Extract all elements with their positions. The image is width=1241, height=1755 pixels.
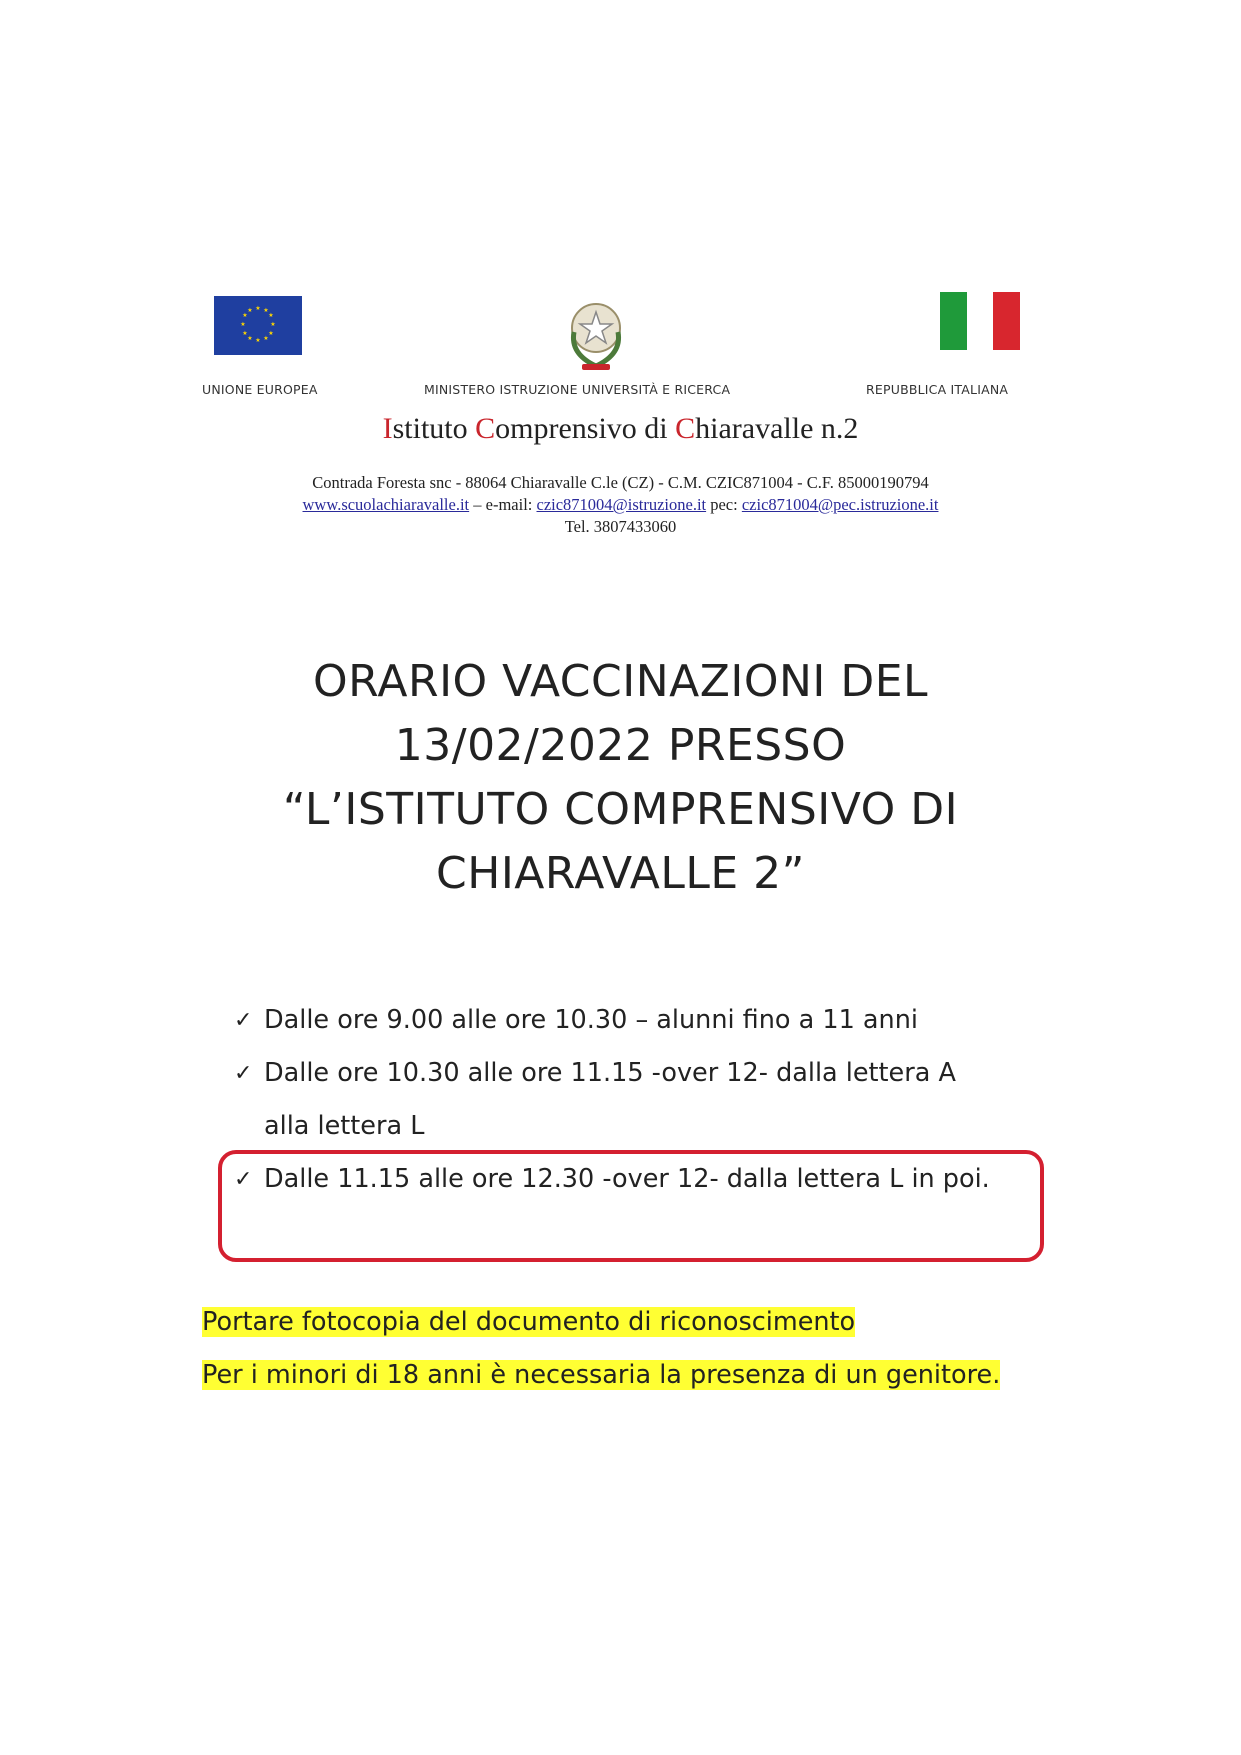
email-label: – e-mail: [473,495,533,514]
notice-block [202,1296,1102,1402]
list-item: ✓ Dalle 11.15 alle ore 12.30 -over 12- dalla lettera L in poi. [234,1153,1044,1206]
svg-text:★: ★ [242,312,248,319]
svg-text:★: ★ [263,335,269,342]
svg-text:★: ★ [255,337,261,344]
notice-line-1: Portare fotocopia del documento di riconoscimento [202,1307,856,1337]
italian-republic-emblem-icon [560,296,632,376]
notice-line-2: Per i minori di 18 anni è necessaria la presenza di un genitore. [202,1360,1001,1390]
address-block [0,472,1241,538]
svg-text:★: ★ [270,321,276,328]
eu-flag-icon [214,296,302,355]
check-icon: ✓ [234,1008,253,1033]
email-link[interactable]: czic871004@istruzione.it [536,495,707,514]
eu-caption: UNIONE EUROPEA [202,382,318,397]
contacts-line [0,494,1241,516]
svg-text:★: ★ [268,330,274,337]
pec-link[interactable]: czic871004@pec.istruzione.it [741,495,939,514]
svg-text:★: ★ [255,305,261,312]
highlight-box [218,1150,1044,1262]
address-line: Contrada Foresta snc - 88064 Chiaravalle C.le (CZ) - C.M. CZIC871004 - C.F. 85000190794 [312,473,929,492]
svg-text:★: ★ [263,307,269,314]
republic-caption: REPUBBLICA ITALIANA [866,382,1009,397]
list-item: ✓ Dalle ore 9.00 alle ore 10.30 – alunni fino a 11 anni [234,994,1054,1047]
school-name: Istituto Comprensivo di Chiaravalle n.2 [382,412,859,445]
svg-text:★: ★ [247,307,253,314]
check-icon: ✓ [234,1167,253,1192]
svg-text:★: ★ [242,330,248,337]
page-title: ORARIO VACCINAZIONI DEL 13/02/2022 PRESSO “L’ISTITUTO COMPRENSIVO DI CHIARAVALLE 2” [282,656,959,899]
svg-text:★: ★ [247,335,253,342]
pec-label: pec: [710,495,738,514]
svg-text:★: ★ [240,321,246,328]
svg-text:★: ★ [268,312,274,319]
phone-line: Tel. 3807433060 [564,517,677,536]
list-item: ✓ Dalle ore 10.30 alle ore 11.15 -over 12- dalla lettera A alla lettera L [234,1047,964,1153]
ministry-caption: MINISTERO ISTRUZIONE UNIVERSITÀ E RICERCA [424,382,731,397]
check-icon: ✓ [234,1061,253,1086]
italian-flag-icon [940,292,1020,350]
website-link[interactable]: www.scuolachiaravalle.it [302,495,470,514]
